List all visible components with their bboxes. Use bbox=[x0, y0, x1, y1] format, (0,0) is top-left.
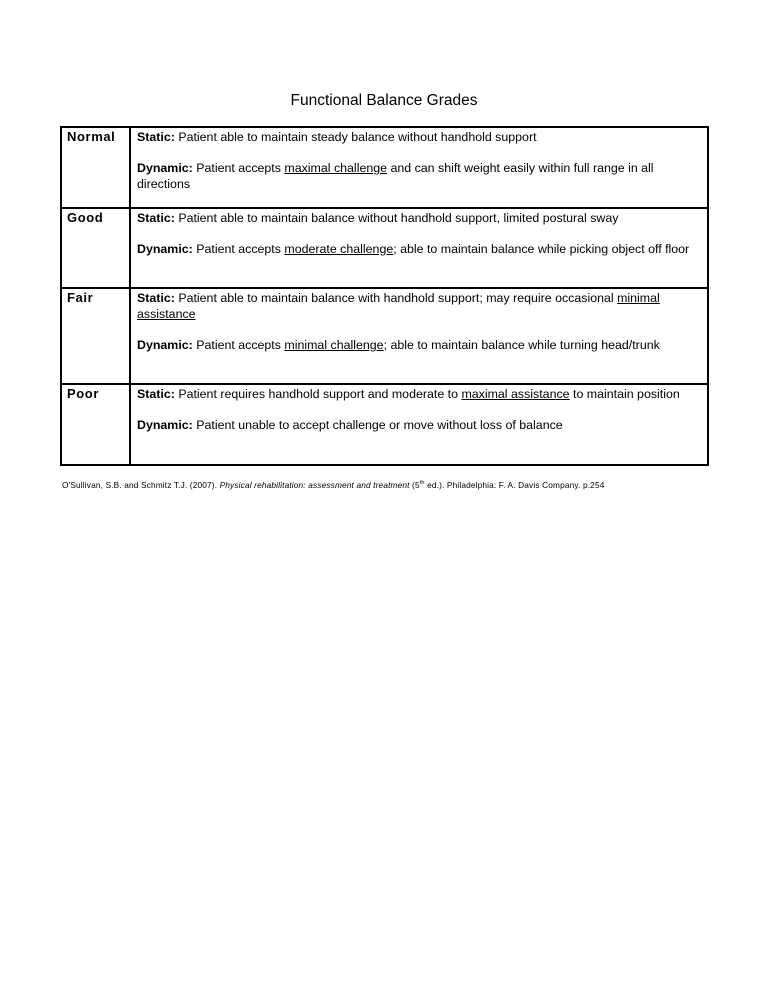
grade-description bbox=[130, 127, 708, 208]
table-row-normal bbox=[61, 127, 708, 208]
citation-edition: (5 bbox=[409, 480, 420, 490]
dynamic-text-after: ; able to maintain balance while picking object off floor bbox=[393, 242, 690, 256]
dynamic-label: Dynamic: bbox=[137, 338, 193, 352]
dynamic-underlined-text: minimal challenge bbox=[284, 338, 384, 352]
static-criterion bbox=[137, 210, 701, 226]
static-label: Static: bbox=[137, 291, 175, 305]
static-text: Patient requires handhold support and moderate to bbox=[174, 387, 462, 401]
citation-book-title: Physical rehabilitation: assessment and treatment bbox=[219, 480, 410, 490]
citation bbox=[62, 480, 722, 491]
dynamic-label: Dynamic: bbox=[137, 242, 193, 256]
static-label: Static: bbox=[137, 211, 175, 225]
static-label: Static: bbox=[137, 387, 175, 401]
dynamic-text-after: and can shift weight easily within full range in all directions bbox=[137, 161, 654, 191]
static-criterion bbox=[137, 129, 701, 145]
dynamic-text: Patient accepts bbox=[192, 242, 285, 256]
citation-authors: O'Sullivan, S.B. and Schmitz T.J. (2007). bbox=[62, 480, 220, 490]
static-criterion bbox=[137, 290, 701, 322]
grade-label: Poor bbox=[61, 384, 130, 465]
table-row-good bbox=[61, 208, 708, 288]
static-text: Patient able to maintain steady balance without handhold support bbox=[174, 130, 537, 144]
dynamic-text: Patient accepts bbox=[192, 338, 285, 352]
table-row-fair bbox=[61, 288, 708, 384]
citation-edition-superscript: th bbox=[419, 480, 425, 487]
citation-publisher: ed.). Philadelphia: F. A. Davis Company. p.254 bbox=[424, 480, 605, 490]
dynamic-label: Dynamic: bbox=[137, 418, 193, 432]
balance-grades-table bbox=[60, 126, 709, 466]
static-text: Patient able to maintain balance without handhold support, limited postural sway bbox=[174, 211, 619, 225]
grade-description bbox=[130, 208, 708, 288]
static-text-after: to maintain position bbox=[569, 387, 680, 401]
grade-label: Normal bbox=[61, 127, 130, 208]
dynamic-criterion bbox=[137, 417, 701, 433]
dynamic-criterion bbox=[137, 241, 701, 257]
grade-description bbox=[130, 288, 708, 384]
dynamic-criterion bbox=[137, 160, 701, 192]
dynamic-underlined-text: maximal challenge bbox=[284, 161, 388, 175]
dynamic-text: Patient accepts bbox=[192, 161, 285, 175]
static-label: Static: bbox=[137, 130, 175, 144]
static-text: Patient able to maintain balance with handhold support; may require occasional bbox=[174, 291, 618, 305]
table-row-poor bbox=[61, 384, 708, 465]
dynamic-text: Patient unable to accept challenge or move without loss of balance bbox=[192, 418, 563, 432]
static-underlined-text: minimal assistance bbox=[137, 291, 660, 321]
dynamic-text-after: ; able to maintain balance while turning head/trunk bbox=[383, 338, 660, 352]
grade-description bbox=[130, 384, 708, 465]
static-underlined-text: maximal assistance bbox=[461, 387, 570, 401]
grade-label: Good bbox=[61, 208, 130, 288]
dynamic-criterion bbox=[137, 337, 701, 353]
dynamic-underlined-text: moderate challenge bbox=[284, 242, 394, 256]
dynamic-label: Dynamic: bbox=[137, 161, 193, 175]
page-title: Functional Balance Grades bbox=[290, 92, 478, 109]
grade-label: Fair bbox=[61, 288, 130, 384]
static-criterion bbox=[137, 386, 701, 402]
